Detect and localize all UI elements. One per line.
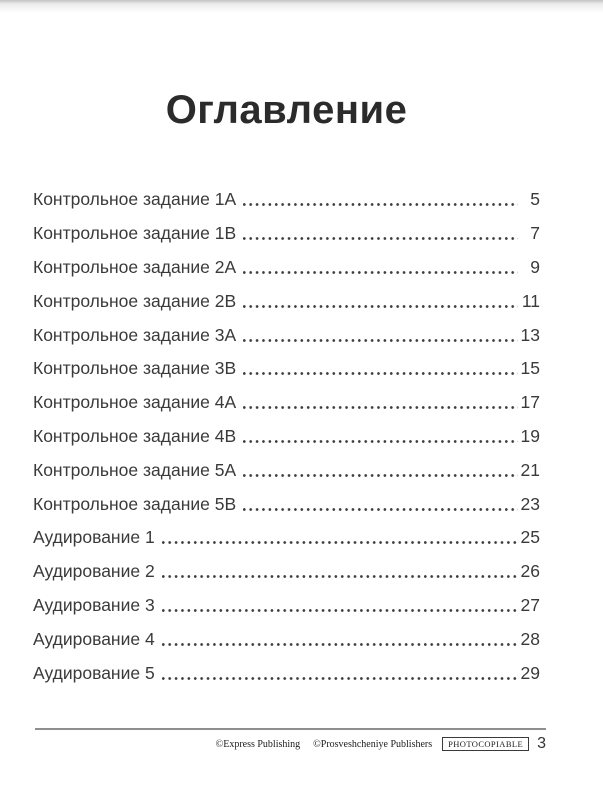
toc-entry-label: Контрольное задание 3B	[33, 358, 237, 379]
dot-leader	[243, 203, 518, 206]
toc-entry-page-number: 5	[530, 189, 540, 210]
dot-leader	[162, 643, 518, 646]
toc-entry-page-number: 17	[520, 392, 540, 413]
toc-entry-label: Контрольное задание 2A	[33, 256, 237, 277]
toc-entry-page-number: 25	[520, 527, 540, 548]
toc-entry-label: Аудирование 3	[33, 594, 155, 615]
toc-entry	[33, 555, 540, 589]
toc-entry	[33, 656, 540, 690]
dot-leader	[243, 440, 518, 443]
dot-leader	[243, 305, 518, 308]
toc-entry-page-number: 23	[520, 493, 540, 514]
toc-entry	[33, 352, 540, 386]
toc-entry-label: Аудирование 4	[33, 628, 155, 649]
page-number: 3	[537, 735, 546, 752]
toc-entry-label: Контрольное задание 3A	[33, 324, 237, 345]
toc-entry	[33, 217, 540, 251]
toc-entry	[33, 453, 540, 487]
dot-leader	[162, 609, 518, 612]
toc-entry-page-number: 19	[520, 425, 540, 446]
toc-entry-label: Контрольное задание 1A	[33, 189, 237, 210]
toc-entry-label: Контрольное задание 5A	[33, 459, 237, 480]
toc-entry-label: Контрольное задание 2B	[33, 290, 237, 311]
toc-entry	[33, 521, 540, 555]
dot-leader	[243, 508, 518, 511]
toc-entry-page-number: 7	[530, 223, 540, 244]
toc-entry-page-number: 29	[520, 662, 540, 683]
toc-entry-label: Контрольное задание 4A	[33, 392, 237, 413]
toc-entry-label: Аудирование 1	[33, 527, 155, 548]
dot-leader	[162, 575, 518, 578]
dot-leader	[243, 406, 518, 409]
toc-entry	[33, 622, 540, 656]
dot-leader	[243, 474, 518, 477]
toc-entry	[33, 487, 540, 521]
toc-list	[33, 183, 540, 690]
toc-entry	[33, 251, 540, 285]
toc-entry	[33, 183, 540, 217]
page-top-edge-shadow	[0, 0, 603, 13]
page-footer	[35, 728, 546, 753]
toc-entry-label: Контрольное задание 5B	[33, 493, 237, 514]
dot-leader	[243, 372, 518, 375]
dot-leader	[162, 677, 518, 680]
toc-entry-label: Контрольное задание 1B	[33, 223, 237, 244]
dot-leader	[243, 237, 518, 240]
page-title: Оглавление	[165, 88, 408, 132]
toc-entry-page-number: 28	[520, 628, 540, 649]
copyright-prosveshcheniye-publishers: ©Prosveshcheniye Publishers	[313, 738, 433, 750]
copyright-express-publishing: ©Express Publishing	[215, 738, 301, 750]
toc-entry	[33, 420, 540, 454]
dot-leader	[243, 339, 518, 342]
dot-leader	[162, 541, 518, 544]
toc-entry-page-number: 15	[520, 358, 540, 379]
toc-entry-page-number: 21	[520, 459, 540, 480]
toc-entry	[33, 386, 540, 420]
photocopiable-badge: PHOTOCOPIABLE	[442, 737, 529, 751]
toc-entry	[33, 589, 540, 623]
toc-entry	[33, 284, 540, 318]
toc-entry-page-number: 26	[520, 561, 540, 582]
toc-entry-label: Контрольное задание 4B	[33, 425, 237, 446]
toc-entry-label: Аудирование 5	[33, 662, 155, 683]
dot-leader	[243, 271, 518, 274]
toc-entry-page-number: 13	[520, 324, 540, 345]
toc-entry-page-number: 9	[530, 256, 540, 277]
toc-entry	[33, 318, 540, 352]
toc-entry-page-number: 27	[520, 594, 540, 615]
toc-entry-page-number: 11	[521, 290, 540, 311]
toc-entry-label: Аудирование 2	[33, 561, 155, 582]
